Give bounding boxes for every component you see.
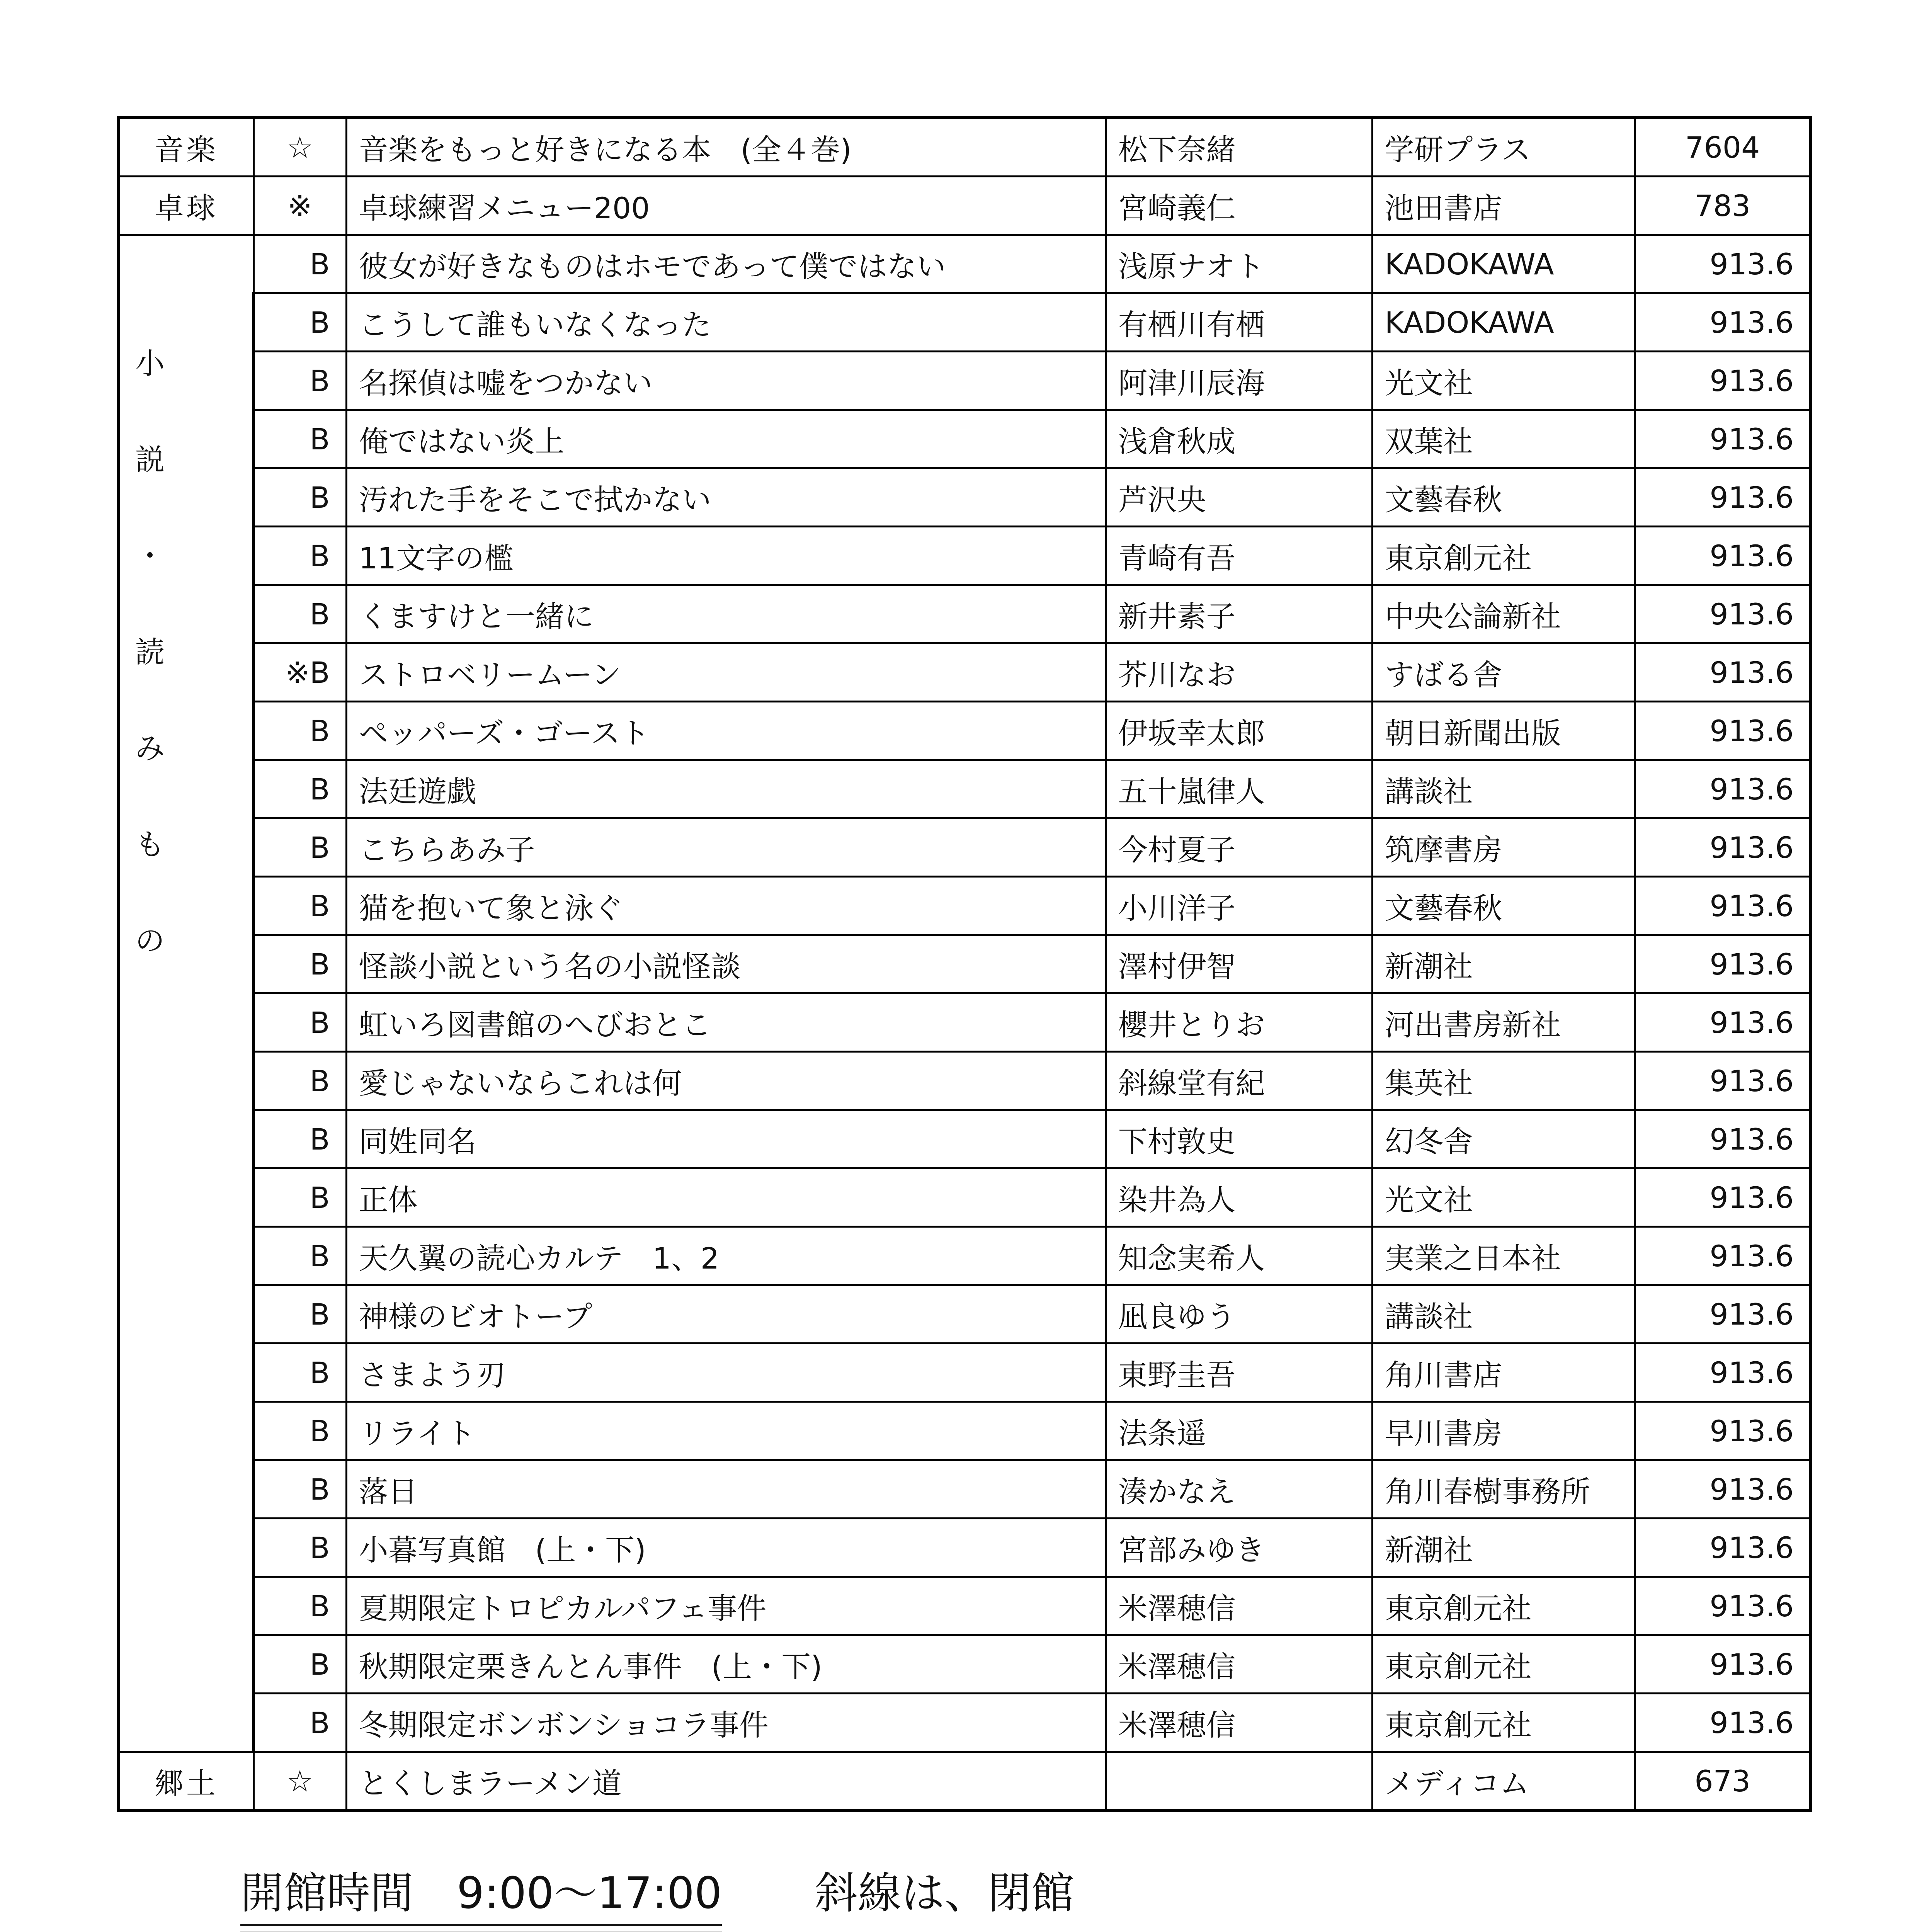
book-mark: B — [253, 818, 346, 877]
book-mark: B — [253, 293, 346, 352]
book-title: ストロベリームーン — [346, 643, 1106, 702]
book-row — [118, 1577, 1811, 1635]
book-title: 愛じゃないならこれは何 — [346, 1052, 1106, 1110]
book-publisher: すばる舎 — [1372, 643, 1635, 702]
book-title: 彼女が好きなものはホモであって僕ではない — [346, 235, 1106, 293]
book-author: 米澤穂信 — [1106, 1635, 1372, 1694]
book-row — [118, 468, 1811, 527]
book-publisher: 光文社 — [1372, 1168, 1635, 1227]
book-row — [118, 1402, 1811, 1460]
book-row — [118, 410, 1811, 468]
book-publisher: 双葉社 — [1372, 410, 1635, 468]
book-publisher: 角川書店 — [1372, 1344, 1635, 1402]
book-author: 今村夏子 — [1106, 818, 1372, 877]
book-class-number: 913.6 — [1635, 352, 1811, 410]
book-title: さまよう刃 — [346, 1344, 1106, 1402]
book-class-number: 7604 — [1635, 117, 1811, 177]
book-row — [118, 760, 1811, 818]
fiction-category — [118, 235, 253, 1752]
book-author: 松下奈緒 — [1106, 117, 1372, 177]
book-row — [118, 1110, 1811, 1168]
book-class-number: 913.6 — [1635, 1694, 1811, 1752]
book-title: 怪談小説という名の小説怪談 — [346, 935, 1106, 993]
book-list-table — [117, 116, 1812, 1812]
book-mark: B — [253, 935, 346, 993]
book-class-number: 913.6 — [1635, 1402, 1811, 1460]
book-title: リライト — [346, 1402, 1106, 1460]
book-class-number: 913.6 — [1635, 410, 1811, 468]
book-class-number: 913.6 — [1635, 643, 1811, 702]
book-class-number: 783 — [1635, 177, 1811, 235]
book-row — [118, 1694, 1811, 1752]
book-mark: ※ — [253, 177, 346, 235]
book-row — [118, 352, 1811, 410]
book-author: 下村敦史 — [1106, 1110, 1372, 1168]
book-author: 阿津川辰海 — [1106, 352, 1372, 410]
book-publisher: 幻冬舎 — [1372, 1110, 1635, 1168]
book-publisher: 角川春樹事務所 — [1372, 1460, 1635, 1519]
book-class-number: 913.6 — [1635, 527, 1811, 585]
book-row — [118, 1635, 1811, 1694]
book-mark: B — [253, 352, 346, 410]
book-publisher: 講談社 — [1372, 760, 1635, 818]
book-mark: B — [253, 1110, 346, 1168]
book-mark: B — [253, 585, 346, 643]
book-mark: ☆ — [253, 1752, 346, 1811]
book-author: 小川洋子 — [1106, 877, 1372, 935]
book-class-number: 913.6 — [1635, 1227, 1811, 1285]
book-mark: ※B — [253, 643, 346, 702]
book-author: 宮崎義仁 — [1106, 177, 1372, 235]
book-category: 音楽 — [118, 117, 253, 177]
book-mark: B — [253, 1519, 346, 1577]
book-mark: B — [253, 877, 346, 935]
book-publisher: 朝日新聞出版 — [1372, 702, 1635, 760]
book-title: こちらあみ子 — [346, 818, 1106, 877]
fiction-category-char: 説 — [135, 442, 165, 477]
book-mark: B — [253, 1694, 346, 1752]
book-author: 澤村伊智 — [1106, 935, 1372, 993]
book-author: 五十嵐律人 — [1106, 760, 1372, 818]
book-mark: B — [253, 760, 346, 818]
book-publisher: 光文社 — [1372, 352, 1635, 410]
book-class-number: 913.6 — [1635, 993, 1811, 1052]
book-row — [118, 1519, 1811, 1577]
book-class-number: 913.6 — [1635, 468, 1811, 527]
book-title: 名探偵は嘘をつかない — [346, 352, 1106, 410]
book-mark: B — [253, 1577, 346, 1635]
book-title: 虹いろ図書館のへびおとこ — [346, 993, 1106, 1052]
book-author: 知念実希人 — [1106, 1227, 1372, 1285]
book-class-number: 913.6 — [1635, 760, 1811, 818]
book-mark: B — [253, 410, 346, 468]
book-row — [118, 1460, 1811, 1519]
book-publisher: KADOKAWA — [1372, 235, 1635, 293]
book-author: 浅倉秋成 — [1106, 410, 1372, 468]
book-publisher: 東京創元社 — [1372, 527, 1635, 585]
book-publisher: KADOKAWA — [1372, 293, 1635, 352]
book-mark: B — [253, 702, 346, 760]
book-author: 芦沢央 — [1106, 468, 1372, 527]
book-mark: B — [253, 1285, 346, 1344]
fiction-category-char: 小 — [135, 346, 165, 381]
fiction-category-char: ・ — [135, 539, 165, 573]
book-row — [118, 1052, 1811, 1110]
book-mark: ☆ — [253, 117, 346, 177]
book-row — [118, 1227, 1811, 1285]
book-row — [118, 235, 1811, 293]
book-mark: B — [253, 1227, 346, 1285]
book-author: 芥川なお — [1106, 643, 1372, 702]
book-class-number: 913.6 — [1635, 1577, 1811, 1635]
fiction-category-char: 読 — [135, 635, 165, 669]
book-mark: B — [253, 1460, 346, 1519]
book-publisher: 集英社 — [1372, 1052, 1635, 1110]
book-publisher: 東京創元社 — [1372, 1577, 1635, 1635]
book-row — [118, 117, 1811, 177]
book-class-number: 913.6 — [1635, 1344, 1811, 1402]
book-author: 米澤穂信 — [1106, 1577, 1372, 1635]
fiction-category-char: も — [135, 827, 165, 862]
book-title: 正体 — [346, 1168, 1106, 1227]
book-publisher: 文藝春秋 — [1372, 468, 1635, 527]
book-publisher: 中央公論新社 — [1372, 585, 1635, 643]
book-row — [118, 877, 1811, 935]
book-title: 猫を抱いて象と泳ぐ — [346, 877, 1106, 935]
closed-note: 斜線は、閉館 — [815, 1868, 1075, 1918]
book-author: 染井為人 — [1106, 1168, 1372, 1227]
book-mark: B — [253, 527, 346, 585]
book-row — [118, 585, 1811, 643]
book-author: 米澤穂信 — [1106, 1694, 1372, 1752]
book-author: 伊坂幸太郎 — [1106, 702, 1372, 760]
book-category: 卓球 — [118, 177, 253, 235]
book-mark: B — [253, 235, 346, 293]
book-title: 冬期限定ボンボンショコラ事件 — [346, 1694, 1106, 1752]
book-author: 浅原ナオト — [1106, 235, 1372, 293]
book-mark: B — [253, 1402, 346, 1460]
book-author: 湊かなえ — [1106, 1460, 1372, 1519]
book-mark: B — [253, 1052, 346, 1110]
book-row — [118, 1752, 1811, 1811]
book-mark: B — [253, 468, 346, 527]
book-title: 音楽をもっと好きになる本 (全４巻) — [346, 117, 1106, 177]
book-title: 神様のビオトープ — [346, 1285, 1106, 1344]
book-publisher: 東京創元社 — [1372, 1694, 1635, 1752]
book-author: 青崎有吾 — [1106, 527, 1372, 585]
book-mark: B — [253, 993, 346, 1052]
book-class-number: 913.6 — [1635, 1635, 1811, 1694]
opening-hours — [240, 1859, 1074, 1921]
book-publisher: 文藝春秋 — [1372, 877, 1635, 935]
book-class-number: 913.6 — [1635, 702, 1811, 760]
book-category: 郷土 — [118, 1752, 253, 1811]
book-author: 法条遥 — [1106, 1402, 1372, 1460]
book-class-number: 913.6 — [1635, 1110, 1811, 1168]
book-mark: B — [253, 1168, 346, 1227]
book-title: 汚れた手をそこで拭かない — [346, 468, 1106, 527]
book-class-number: 913.6 — [1635, 1460, 1811, 1519]
book-class-number: 913.6 — [1635, 1052, 1811, 1110]
book-title: 夏期限定トロピカルパフェ事件 — [346, 1577, 1106, 1635]
book-mark: B — [253, 1635, 346, 1694]
book-author: 東野圭吾 — [1106, 1344, 1372, 1402]
book-publisher: 早川書房 — [1372, 1402, 1635, 1460]
book-author: 凪良ゆう — [1106, 1285, 1372, 1344]
book-title: 天久翼の読心カルテ 1、2 — [346, 1227, 1106, 1285]
book-row — [118, 177, 1811, 235]
book-publisher: 講談社 — [1372, 1285, 1635, 1344]
book-publisher: 筑摩書房 — [1372, 818, 1635, 877]
book-row — [118, 702, 1811, 760]
book-title: 俺ではない炎上 — [346, 410, 1106, 468]
book-row — [118, 993, 1811, 1052]
book-class-number: 913.6 — [1635, 585, 1811, 643]
book-row — [118, 643, 1811, 702]
book-row — [118, 1285, 1811, 1344]
book-author — [1106, 1752, 1372, 1811]
book-row — [118, 1168, 1811, 1227]
book-author: 新井素子 — [1106, 585, 1372, 643]
book-class-number: 913.6 — [1635, 1519, 1811, 1577]
book-row — [118, 527, 1811, 585]
book-class-number: 913.6 — [1635, 1285, 1811, 1344]
book-title: くますけと一緒に — [346, 585, 1106, 643]
book-class-number: 673 — [1635, 1752, 1811, 1811]
fiction-category-char: み — [135, 731, 165, 765]
book-mark: B — [253, 1344, 346, 1402]
opening-hours-label: 開館時間 9:00～17:00 — [240, 1868, 722, 1926]
book-title: 11文字の檻 — [346, 527, 1106, 585]
book-row — [118, 818, 1811, 877]
book-publisher: 新潮社 — [1372, 1519, 1635, 1577]
book-class-number: 913.6 — [1635, 293, 1811, 352]
book-title: 同姓同名 — [346, 1110, 1106, 1168]
book-publisher: 東京創元社 — [1372, 1635, 1635, 1694]
book-title: こうして誰もいなくなった — [346, 293, 1106, 352]
book-publisher: 河出書房新社 — [1372, 993, 1635, 1052]
book-publisher: 新潮社 — [1372, 935, 1635, 993]
book-publisher: メディコム — [1372, 1752, 1635, 1811]
book-title: 小暮写真館 (上・下) — [346, 1519, 1106, 1577]
book-publisher: 池田書店 — [1372, 177, 1635, 235]
book-class-number: 913.6 — [1635, 935, 1811, 993]
book-class-number: 913.6 — [1635, 1168, 1811, 1227]
book-author: 櫻井とりお — [1106, 993, 1372, 1052]
book-row — [118, 1344, 1811, 1402]
book-title: ペッパーズ・ゴースト — [346, 702, 1106, 760]
book-row — [118, 293, 1811, 352]
book-author: 斜線堂有紀 — [1106, 1052, 1372, 1110]
book-title: とくしまラーメン道 — [346, 1752, 1106, 1811]
fiction-category-char: の — [135, 923, 165, 958]
book-class-number: 913.6 — [1635, 877, 1811, 935]
book-author: 宮部みゆき — [1106, 1519, 1372, 1577]
book-class-number: 913.6 — [1635, 818, 1811, 877]
book-class-number: 913.6 — [1635, 235, 1811, 293]
book-title: 法廷遊戯 — [346, 760, 1106, 818]
book-author: 有栖川有栖 — [1106, 293, 1372, 352]
book-title: 落日 — [346, 1460, 1106, 1519]
book-publisher: 学研プラス — [1372, 117, 1635, 177]
book-title: 秋期限定栗きんとん事件 (上・下) — [346, 1635, 1106, 1694]
book-row — [118, 935, 1811, 993]
book-title: 卓球練習メニュー200 — [346, 177, 1106, 235]
book-publisher: 実業之日本社 — [1372, 1227, 1635, 1285]
